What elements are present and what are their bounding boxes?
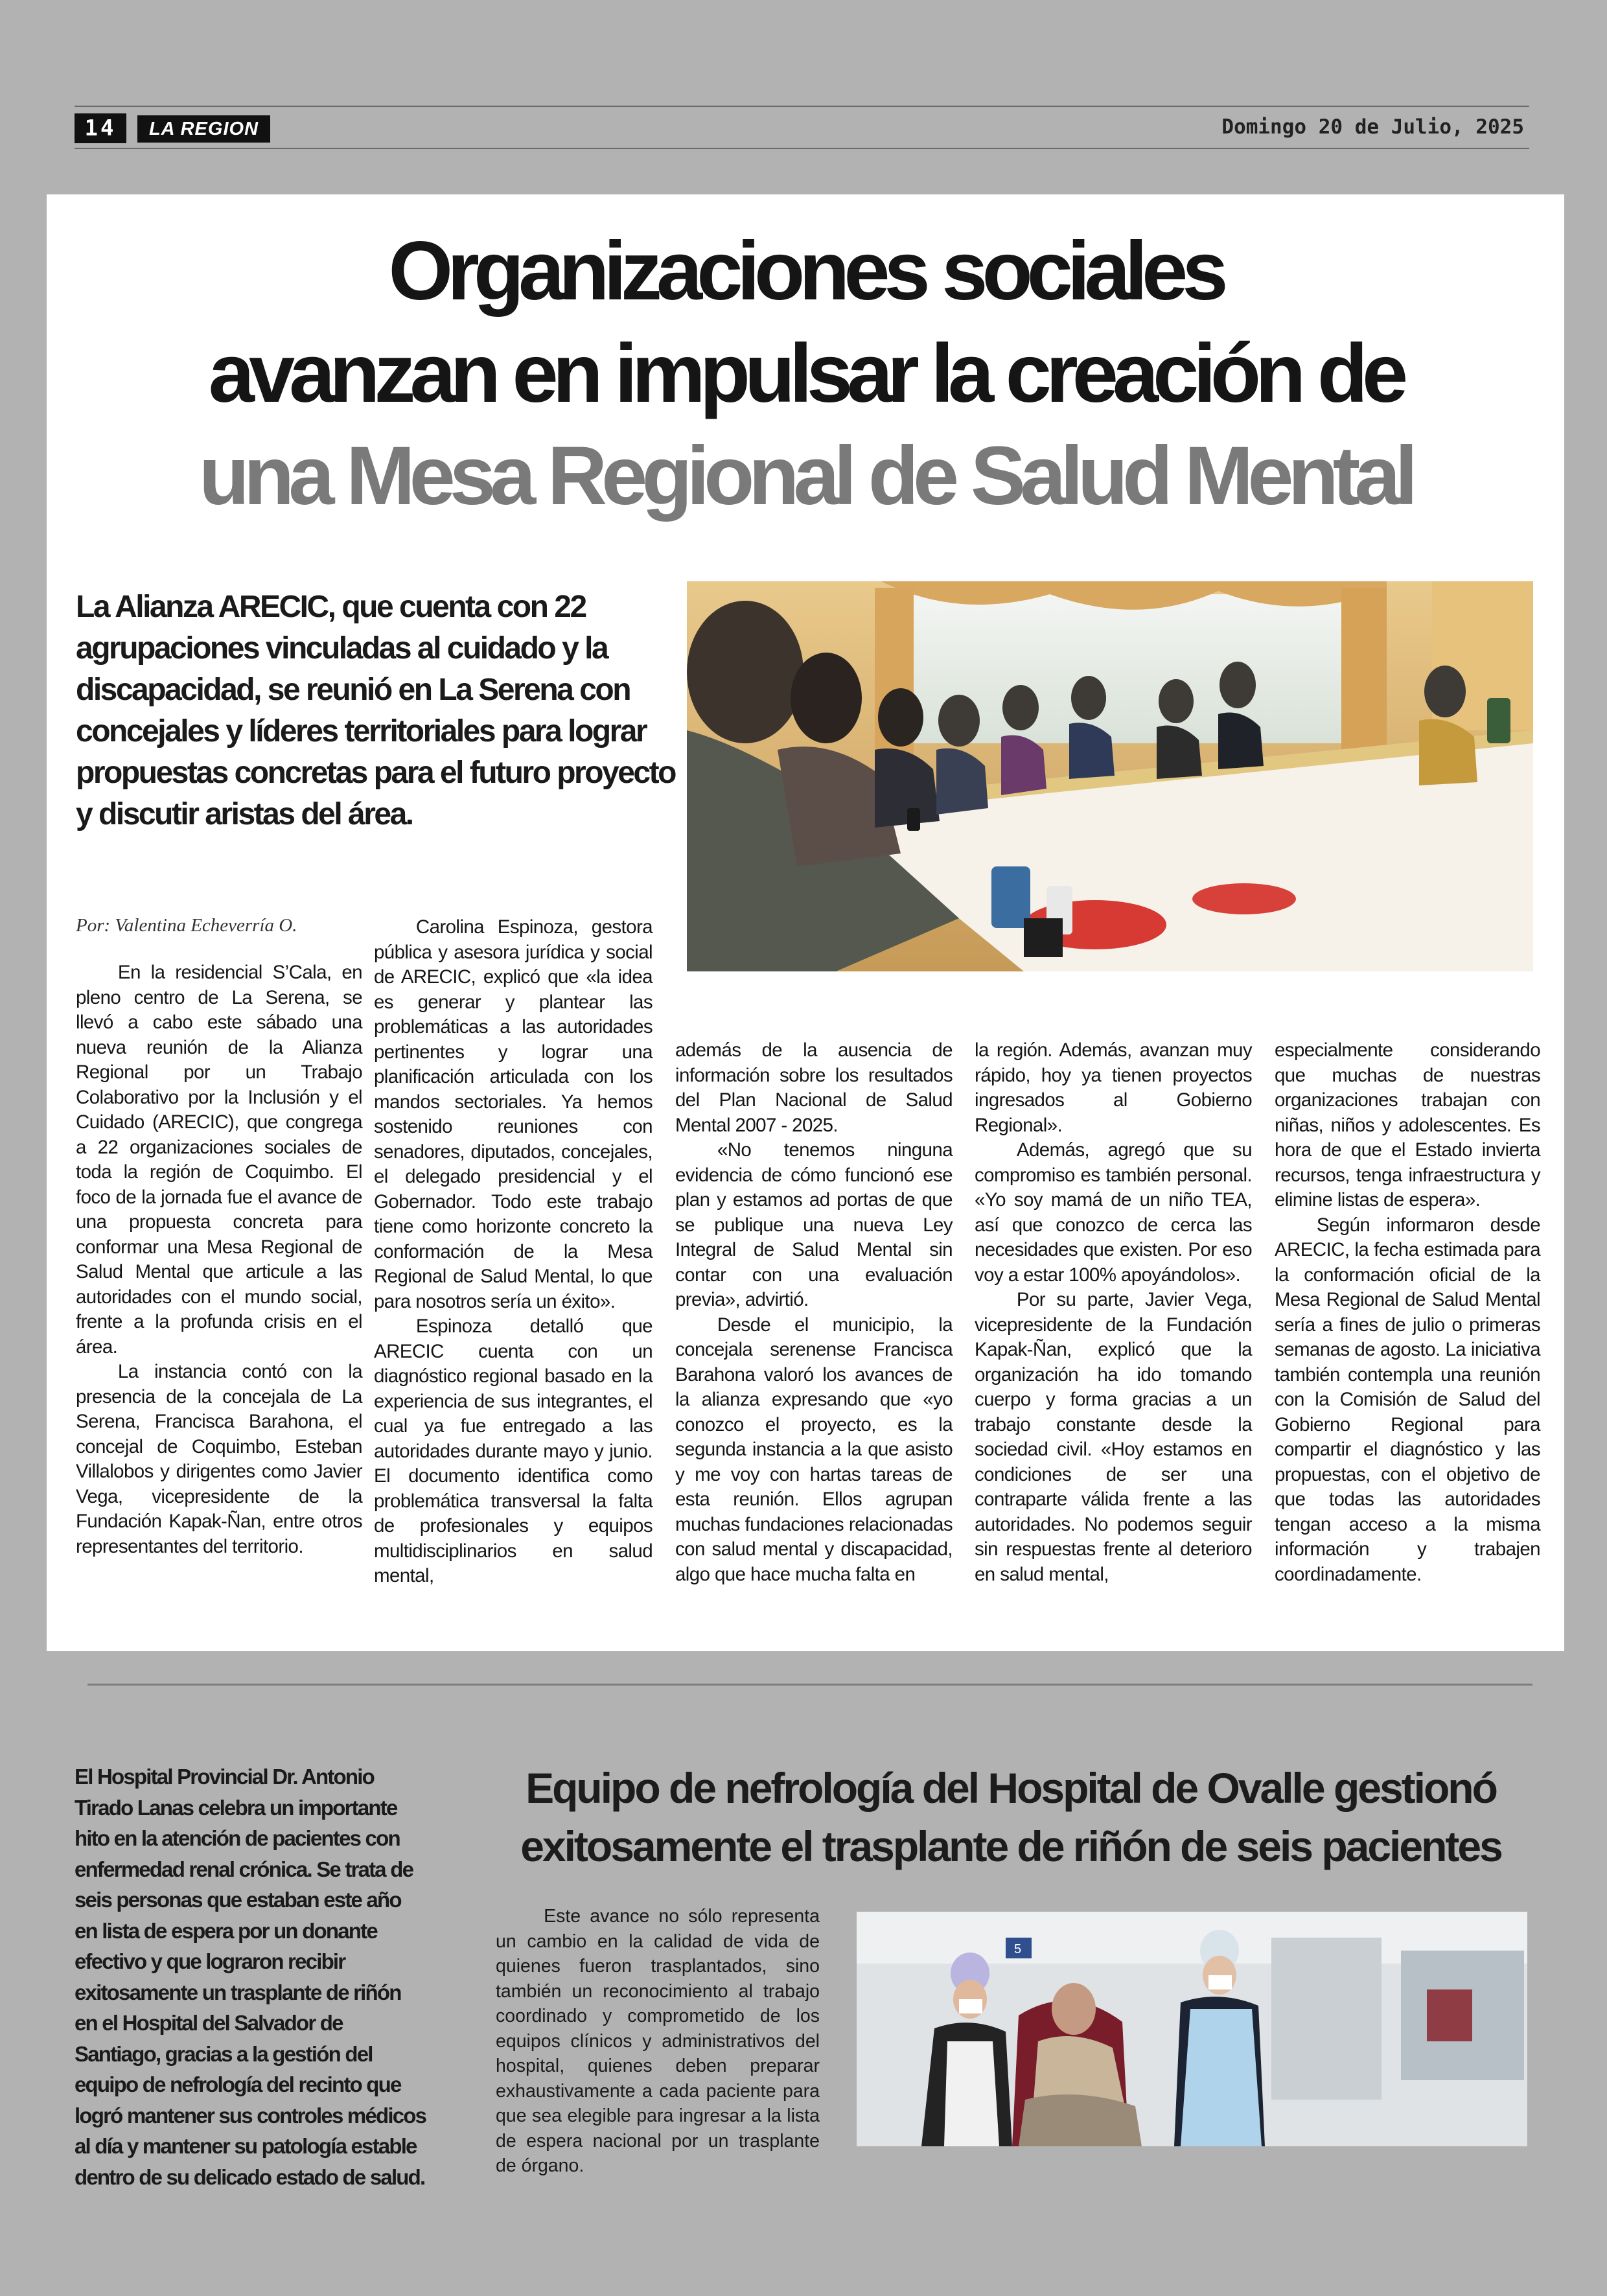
- second-article-brief: El Hospital Provincial Dr. Antonio Tirado Lanas celebra un importante hito en la atención de pacientes con enfermedad renal crónica. Se trata de seis personas que estaban este año en lista de espera por un donante efectivo y que lograron recibir exitosamente un trasplante de riñón en el Hospital del Salvador de Santiago, gracias a la gestión del equipo de nefrología del recinto que logró mantener sus controles médicos al día y mantener su patología estable dentro de su delicado estado de salud.: [75, 1765, 426, 2189]
- headline-line-1: Equipo de nefrología del Hospital de Ovalle gestionó: [526, 1764, 1496, 1812]
- headline-line-3: una Mesa Regional de Salud Mental: [198, 430, 1413, 522]
- header-top-rule: [75, 106, 1529, 107]
- paragraph: Espinoza detalló que ARECIC cuenta con un diagnóstico regional basado en la experiencia de sus integrantes, el cual ya fue entregado a las autoridades durante mayo y junio. El documento identifica como problemática transversal la falta de profesionales y equipos multidisciplinarios en salud mental,: [374, 1316, 653, 1586]
- article-column-3: [675, 1038, 953, 1587]
- article-column-4: [975, 1038, 1252, 1587]
- main-article: [47, 194, 1564, 1651]
- paragraph: especialmente considerando que muchas de nuestras organizaciones trabajan con niñas, niños y adolescentes. Es hora de que el Estado invierta recursos, tenga infraestructura y elimine listas de espera».: [1275, 1039, 1540, 1211]
- second-article-headline: [480, 1759, 1542, 1875]
- hospital-photo: [857, 1912, 1527, 2146]
- header-bottom-rule: [75, 148, 1529, 149]
- article-column-2: [374, 915, 653, 1589]
- article-headline: [47, 220, 1564, 528]
- meeting-photo: [687, 581, 1533, 971]
- headline-line-2: avanzan en impulsar la creación de: [208, 327, 1403, 420]
- paragraph: Carolina Espinoza, gestora pública y asesora jurídica y social de ARECIC, explicó que «la idea es generar y plantear las problemáticas a las autoridades pertinentes y lograr una planificación articulada con los mandos sectoriales. Ya hemos sostenido reuniones con senadores, diputados, concejales, el delegado presidencial y el Gobernador. Todo este trabajo tiene como horizonte concreto la conformación de la Mesa Regional de Salud Mental, lo que para nosotros sería un éxito».: [374, 916, 653, 1312]
- article-lead: La Alianza ARECIC, que cuenta con 22 agrupaciones vinculadas al cuidado y la discapacidad, se reunió en La Serena con concejales y líderes territoriales para lograr propuestas concretas para el futuro proyecto y discutir aristas del área.: [76, 590, 675, 831]
- paragraph: La instancia contó con la presencia de la concejala de La Serena, Francisca Barahona, el concejal de Coquimbo, Esteban Villalobos y dirigentes como Javier Vega, vicepresidente de la Fundación Kapak-Ñan, entre otros representantes del territorio.: [76, 1361, 362, 1557]
- paragraph: además de la ausencia de información sobre los resultados del Plan Nacional de Salud Mental 2007 - 2025.: [675, 1039, 953, 1136]
- meeting-photo-illustration: [687, 581, 1533, 971]
- paragraph: Además, agregó que su compromiso es también personal. «Yo soy mamá de un niño TEA, así que conozco de cerca las necesidades que existen. Por eso voy a estar 100% apoyándolos».: [975, 1139, 1252, 1286]
- newspaper-logo: LA REGION: [137, 115, 270, 143]
- paragraph: la región. Además, avanzan muy rápido, hoy ya tienen proyectos ingresados al Gobierno Regional».: [975, 1039, 1252, 1136]
- paragraph: En la residencial S’Cala, en pleno centro de La Serena, se llevó a cabo este sábado una nueva reunión de la Alianza Regional por un Trabajo Colaborativo por la Inclusión y el Cuidado (ARECIC), que congrega a 22 organizaciones sociales de toda la región de Coquimbo. El foco de la jornada fue el avance de una propuesta concreta para conformar una Mesa Regional de Salud Mental que articule a las autoridades con el mundo social, frente a la profunda crisis en el área.: [76, 962, 362, 1358]
- second-article-body: [496, 1904, 820, 2179]
- section-divider: [87, 1684, 1532, 1686]
- paragraph: Por su parte, Javier Vega, vicepresidente de la Fundación Kapak-Ñan, explicó que la organización ha ido tomando cuerpo y forma gracias a un trabajo constante desde la sociedad civil. «Hoy estamos en condiciones de ser una contraparte válida frente a las autoridades. No podemos seguir sin respuestas frente al deterioro en salud mental,: [975, 1289, 1252, 1585]
- page-number: 14: [75, 113, 126, 143]
- article-column-1: [76, 960, 362, 1559]
- paragraph: «No tenemos ninguna evidencia de cómo funcionó ese plan y estamos ad portas de que se publique una nueva Ley Integral de Salud Mental sin contar con una evaluación previa», advirtió.: [675, 1139, 953, 1310]
- byline: Por: Valentina Echeverría O.: [76, 915, 297, 936]
- headline-line-1: Organizaciones sociales: [388, 225, 1223, 318]
- article-column-5: [1275, 1038, 1540, 1587]
- hospital-photo-illustration: [857, 1912, 1527, 2146]
- bed-number-sign: 5: [1014, 1942, 1022, 1956]
- paragraph: Este avance no sólo representa un cambio en la calidad de vida de quienes fueron trasplantados, sino también un reconocimiento al trabajo coordinado y comprometido de los equipos clínicos y administrativos del hospital, quienes deben preparar exhaustivamente a cada paciente para que sea elegible para ingresar a la lista de espera nacional por un trasplante de órgano.: [496, 1906, 820, 2176]
- headline-line-2: exitosamente el trasplante de riñón de seis pacientes: [520, 1822, 1501, 1870]
- paragraph: Según informaron desde ARECIC, la fecha estimada para la conformación oficial de la Mesa Regional de Salud Mental sería a fines de julio o primeras semanas de agosto. La iniciativa también contempla una reunión con la Comisión de Salud del Gobierno Regional para compartir el diagnóstico y las propuestas, con el objetivo de que todas las autoridades tengan acceso a la misma información y trabajen coordinadamente.: [1275, 1214, 1540, 1585]
- paragraph: Desde el municipio, la concejala serenense Francisca Barahona valoró los avances de la alianza expresando que «yo conozco el proyecto, es la segunda instancia a la que asisto y me voy con hartas tareas de esta reunión. Ellos agrupan muchas fundaciones relacionadas con salud mental y discapacidad, algo que hace mucha falta en: [675, 1314, 953, 1585]
- issue-date: Domingo 20 de Julio, 2025: [1221, 115, 1524, 139]
